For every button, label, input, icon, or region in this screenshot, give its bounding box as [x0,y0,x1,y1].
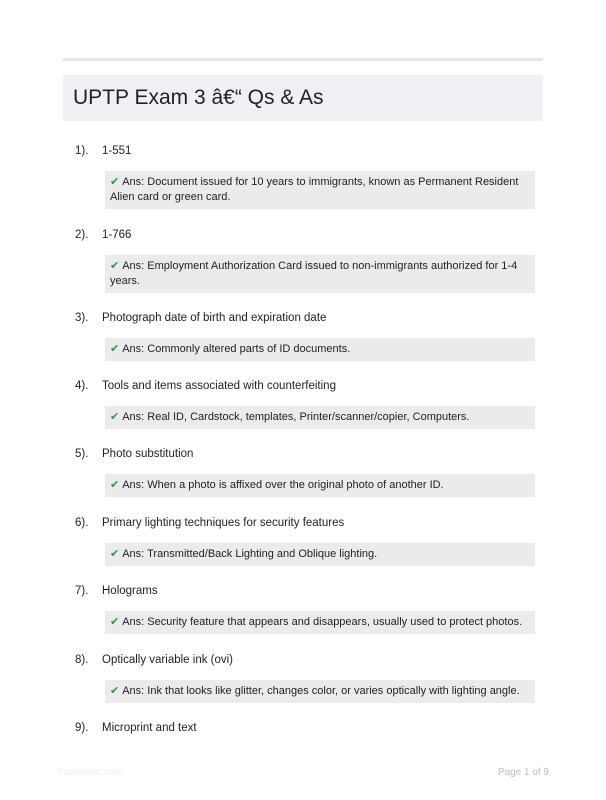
answer-prefix: Ans: [122,548,145,560]
answer-text: Transmitted/Back Lighting and Oblique lighting. [147,548,378,560]
answer-prefix: Ans: [122,616,145,628]
check-icon: ✔ [110,685,120,697]
answer-box [105,543,535,566]
check-icon: ✔ [110,176,120,188]
question-text: Microprint and text [102,722,197,734]
footer-page-number: Page 1 of 9 [497,767,549,778]
qa-item-4 [63,380,543,429]
answer-box [105,611,535,634]
question-text: Photograph date of birth and expiration date [102,312,327,324]
answer-box [105,406,535,429]
question-number: 8). [75,654,89,666]
check-icon: ✔ [110,260,120,272]
check-icon: ✔ [110,479,120,491]
qa-item-1 [63,145,543,209]
question-number: 1). [75,145,89,157]
footer-site: Paperlibic.com [57,767,123,778]
answer-text: Security feature that appears and disappears, usually used to protect photos. [147,616,523,628]
question-number: 5). [75,448,89,460]
qa-item-9 [63,722,543,734]
question-text: Optically variable ink (ovi) [102,654,234,666]
answer-box [105,680,535,703]
question-text: Holograms [102,585,158,597]
answer-box [105,255,535,293]
answer-text: When a photo is affixed over the original photo of another ID. [147,479,444,491]
answer-prefix: Ans: [122,479,145,491]
question-text: 1-551 [102,145,132,157]
qa-item-8 [63,654,543,703]
page-title: UPTP Exam 3 â€“ Qs & As [73,86,324,109]
question-text: Primary lighting techniques for security features [102,517,345,529]
check-icon: ✔ [110,411,120,423]
question-number: 7). [75,585,89,597]
answer-box [105,338,535,361]
answer-prefix: Ans: [122,176,145,188]
answer-text: Ink that looks like glitter, changes color, or varies optically with lighting angle. [147,685,520,697]
qa-item-7 [63,585,543,634]
question-number: 9). [75,722,89,734]
answer-box [105,474,535,497]
answer-prefix: Ans: [122,411,145,423]
answer-box [105,171,535,209]
answer-text: Employment Authorization Card issued to non-immigrants authorized for 1-4 years. [110,260,518,287]
top-divider [63,58,543,61]
question-number: 3). [75,312,89,324]
check-icon: ✔ [110,548,120,560]
answer-prefix: Ans: [122,685,145,697]
answer-prefix: Ans: [122,260,145,272]
question-text: 1-766 [102,229,132,241]
qa-item-3 [63,312,543,361]
question-text: Photo substitution [102,448,194,460]
check-icon: ✔ [110,343,120,355]
question-number: 2). [75,229,89,241]
question-number: 4). [75,380,89,392]
title-banner [63,75,543,121]
qa-item-5 [63,448,543,497]
question-text: Tools and items associated with counterfeiting [102,380,336,392]
question-number: 6). [75,517,89,529]
answer-text: Document issued for 10 years to immigrants, known as Permanent Resident Alien card or green card. [110,176,519,203]
answer-text: Real ID, Cardstock, templates, Printer/scanner/copier, Computers. [147,411,470,423]
qa-item-2 [63,229,543,293]
answer-text: Commonly altered parts of ID documents. [147,343,351,355]
qa-item-6 [63,517,543,566]
check-icon: ✔ [110,616,120,628]
answer-prefix: Ans: [122,343,145,355]
